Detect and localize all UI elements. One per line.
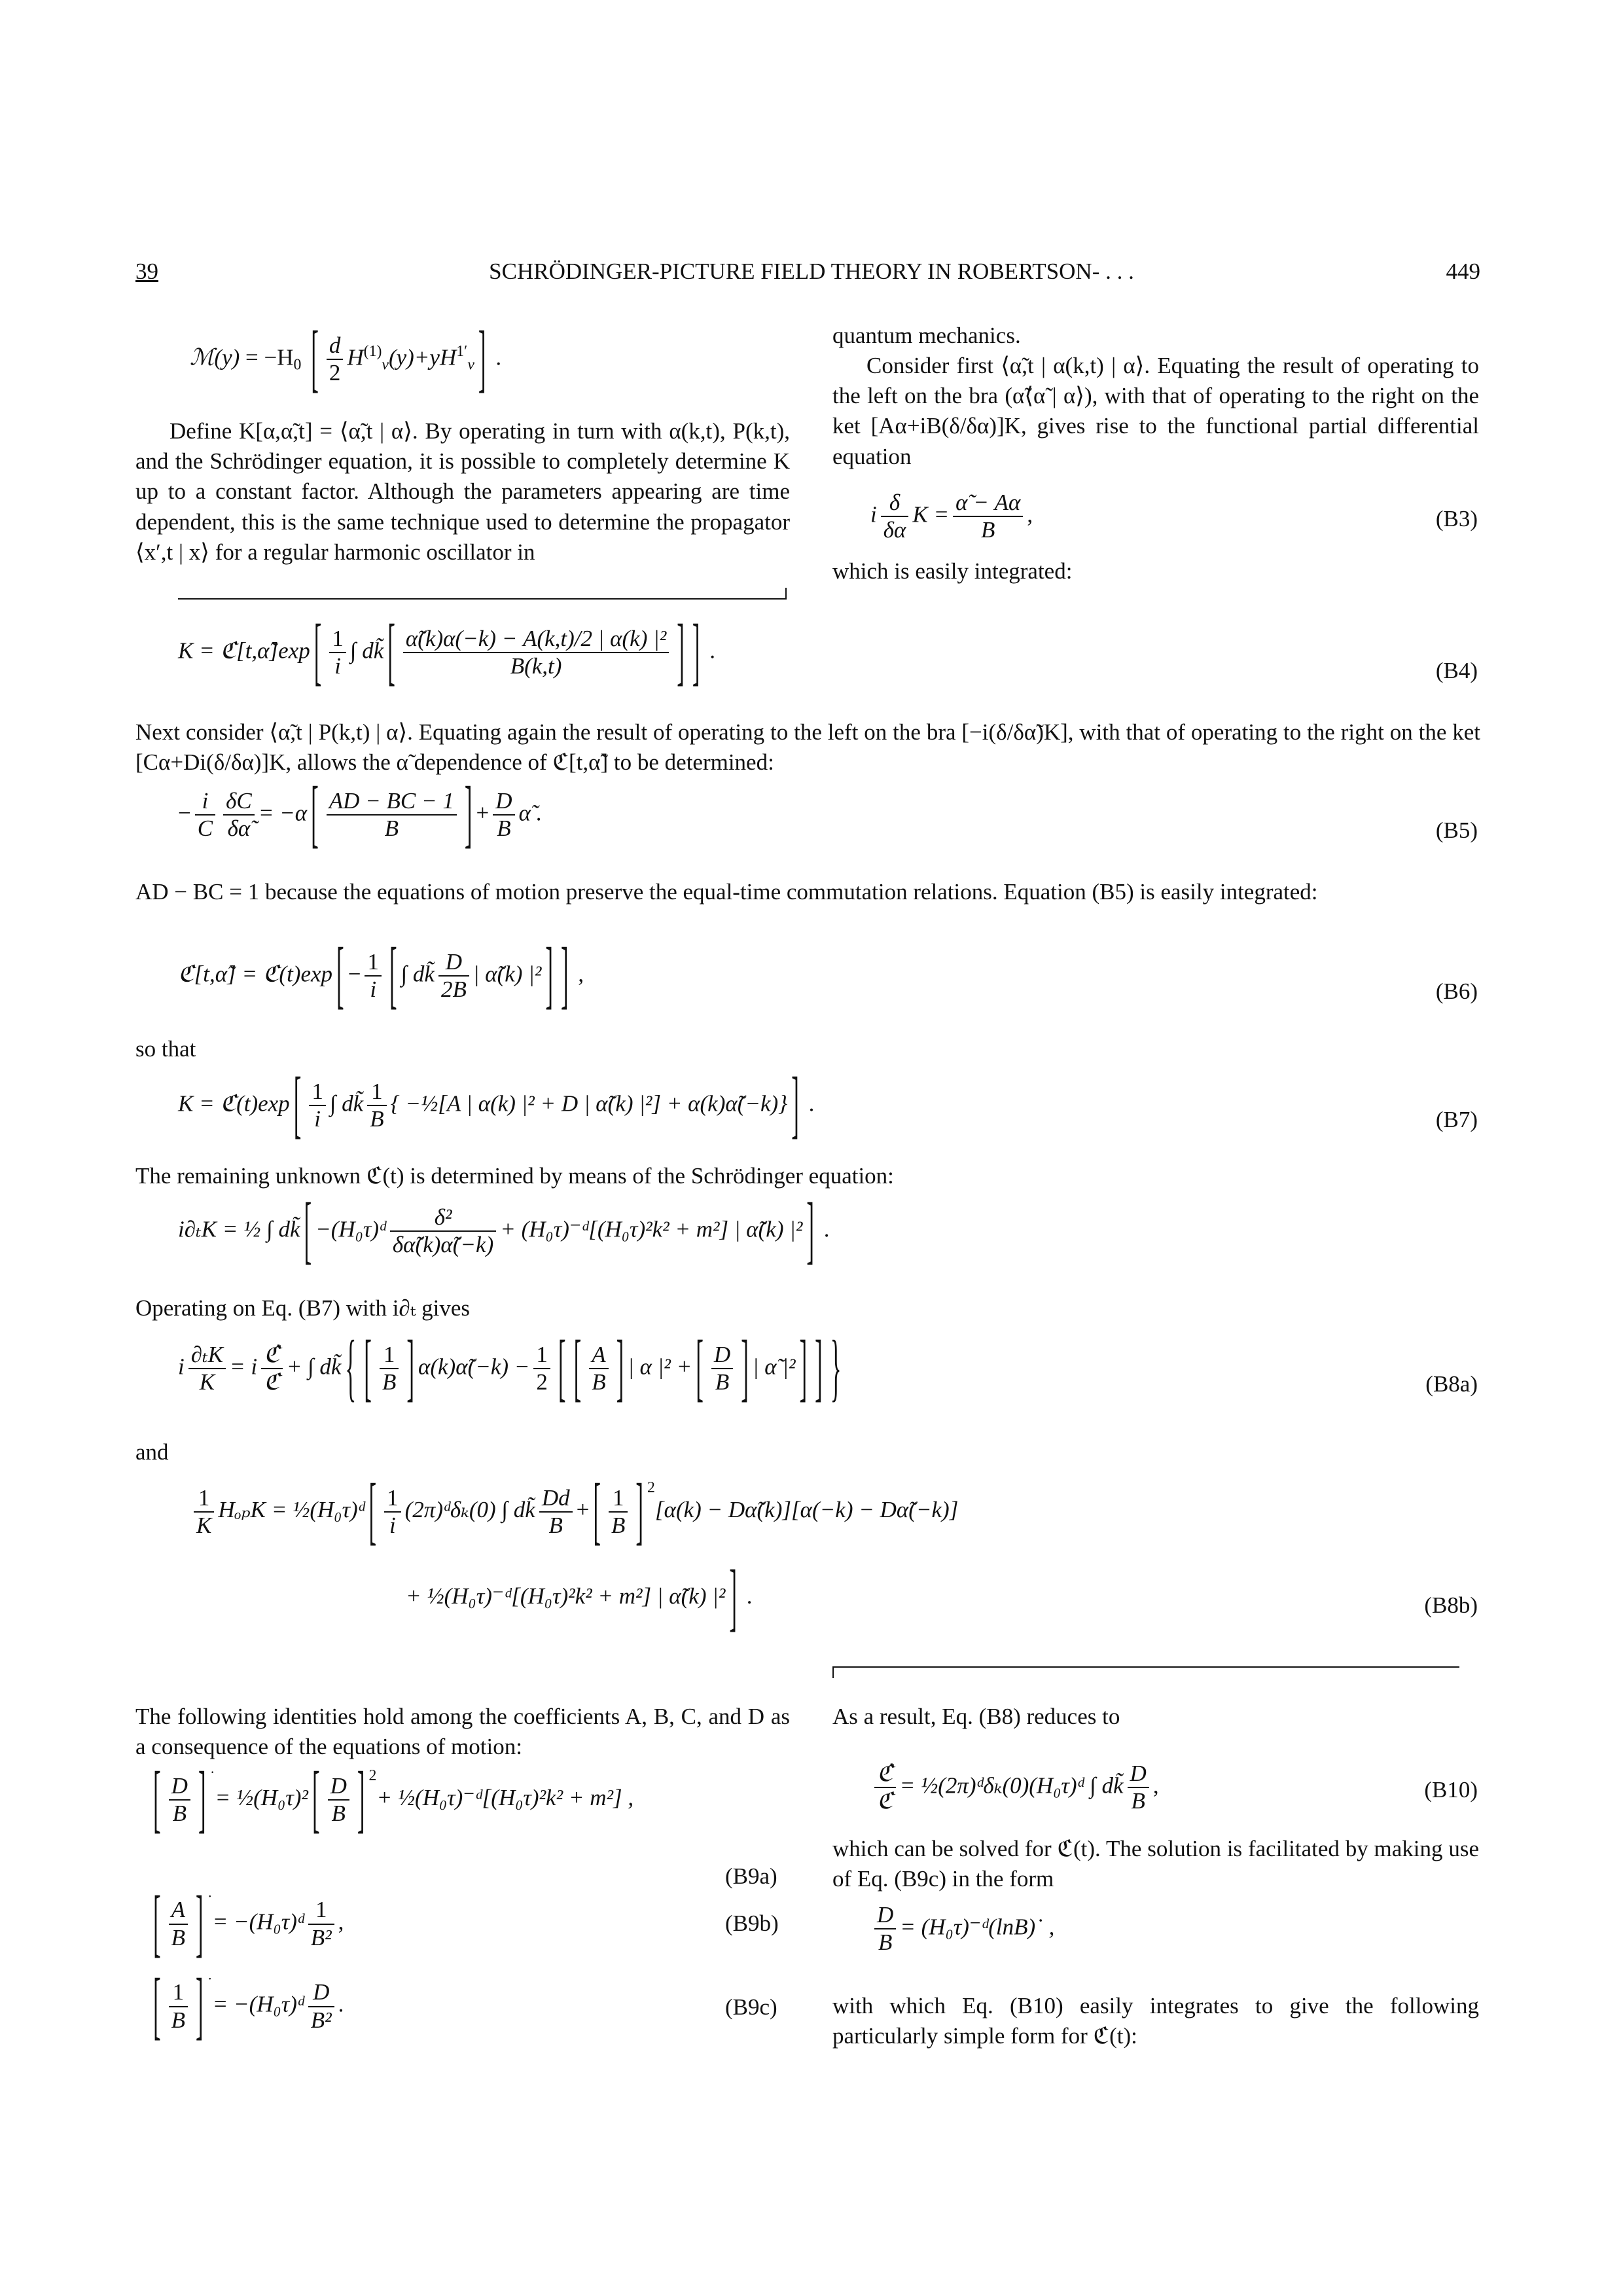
running-title: SCHRÖDINGER-PICTURE FIELD THEORY IN ROBERTSON- . . . [489,259,1134,284]
equation-B7: K = ℭ(t)exp [ $\frac{1}{i}$ ∫ dk̃ $\frac{1}{B}$ { −½[A | α(k) |² + D | α̃(k) |²] + α(k)α̃(−k)} ] . [178,1062,815,1147]
equation-B3: i $\frac{\delta}{\delta\alpha}$ K = $\frac{\alphã - A\alpha}{B}$ , [870,490,1033,543]
equation-B4: K = ℭ[t,α̃]exp [ $\frac{1}{i}$ ∫ dk̃ [ $\frac{\text{α̃(k)α(−k) − A(k,t)/2 | α(k) |²}}{B(k,t)}$ ] ] . [178,609,716,694]
equation-B6: ℭ[t,α̃] = ℭ(t)exp [ − $\frac{1}{i}$ [ ∫ dk̃ $\frac{D}{2B}$ | α̃(k) |² ] ] , [178,932,584,1017]
paragraph-remaining-unknown: The remaining unknown ℭ(t) is determined by means of the Schrödinger equation: [135,1163,894,1189]
equation-label-B8b: (B8b) [1424,1592,1478,1618]
paragraph-next-consider: Next consider ⟨α̃,t | P(k,t) | α⟩. Equating again the result of operating to the left on the bra [−i(δ/δα̃)K], with that of operating to the right on the ket [Cα+Di(δ/δα)]K, allows the α̃ dependence of ℭ[t,α̃] to be determined: [135,719,1480,776]
equation-label-B9c: (B9c) [725,1994,777,2020]
right-paragraph-solved-for: which can be solved for ℭ(t). The solution is facilitated by making use of Eq. (B9c) in the form [832,1836,1479,1892]
equation-schrodinger: i∂ₜK = ½ ∫ dk̃ [ −(H₀τ)ᵈ $\frac{\text{δ²}}{\delta\alphã(k)\alphã(-k)}$ + (H₀τ)⁻ᵈ[(H₀τ)²k² + m²] | α̃(k) |² ] . [178,1187,830,1272]
equation-B9a: [ $\frac{D}{B}$ ] ˙= ½(H₀τ)² [ $\frac{D}{B}$ ] $^2$+ ½(H₀τ)⁻ᵈ[(H₀τ)²k² + m²] , [153,1756,634,1841]
text-so-that: so that [135,1036,196,1062]
equation-label-B9b: (B9b) [725,1910,779,1936]
column-end-rule [178,598,787,600]
equation-label-B9a: (B9a) [725,1863,777,1889]
left-paragraph-identities: The following identities hold among the coefficients A, B, C, and D as a consequence of the equations of motion: [135,1704,790,1760]
equation-B5: − $\frac{i}{C}$ $\frac{\delta C}{\delta\alphã}$ = −α [ $\frac{AD - BC - 1}{B}$ ] + $\frac{D}{B}$ α̃ . [178,771,543,856]
paragraph-operating-on-B7: Operating on Eq. (B7) with i∂ₜ gives [135,1295,470,1321]
equation-B8b-line1: $\frac{1}{K}$ HₒₚK = ½(H₀τ)ᵈ [ $\frac{1}{i}$ (2π)ᵈδₖ(0) ∫ dk̃ $\frac{Dd}{B}$ + [ $\frac{1}{B}$ ] $^2$[α(k) − Dα̃(k)][α(−k) − Dα̃(−k)] [190,1478,958,1539]
equation-D-over-B: $\frac{D}{B}$ = (H₀τ)⁻ᵈ(lnB)˙ , [870,1902,1054,1956]
equation-M: ℳ(y) = $-H_0$ [ $\frac{d}{2}$ $H^{(1)}_\nu(y)+yH^{1'}_\nu$ ] . [190,315,502,401]
volume-number: 39 [135,259,158,284]
equation-B10: $\frac{\text{ℭ̇}}{\text{ℭ}}$ = ½(2π)ᵈδₖ(0)(H₀τ)ᵈ ∫ dk̃ $\frac{D}{B}$ , [870,1761,1159,1815]
equation-B9c: [ $\frac{1}{B}$ ] ˙= −(H₀τ)ᵈ $\frac{D}{\text{B²}}$ . [153,1963,344,2048]
equation-label-B10: (B10) [1424,1777,1478,1803]
page-number: 449 [1446,259,1480,284]
equation-B9b: [ $\frac{A}{B}$ ] ˙= −(H₀τ)ᵈ $\frac{1}{\text{B²}}$ , [153,1880,344,1965]
equation-label-B7: (B7) [1435,1107,1478,1132]
right-line-as-a-result: As a result, Eq. (B8) reduces to [832,1704,1120,1729]
right-line-easily-integrated: which is easily integrated: [832,558,1073,584]
left-paragraph-define-K: Define K[α,α̃,t] = ⟨α̃,t | α⟩. By operating in turn with α(k,t), P(k,t), and the Schrödinger equation, it is possible to completely determine K up to a constant factor. Although the parameters appearing are time dependent, this is the same technique used to determine the propagator ⟨x′,t | x⟩ for a regular harmonic oscillator in [135,418,790,565]
right-paragraph-consider-first: Consider first ⟨α̃,t | α(k,t) | α⟩. Equating the result of operating to the left on the bra (α̃⟨α̃ | α⟩), with that of operating to the right on the ket [Aα+iB(δ/δα)]K, gives rise to the functional partial differential equation [832,353,1479,469]
right-paragraph-with-which: with which Eq. (B10) easily integrates to give the following particularly simple form for ℭ(t): [832,1993,1479,2049]
equation-label-B8a: (B8a) [1425,1371,1478,1397]
equation-B8a: i $\frac{\text{∂ₜK}}{K}$ = i $\frac{\text{ℭ̇}}{\text{ℭ}}$ + ∫ dk̃ { [ $\frac{1}{B}$ ] α(k)α̃(−k) − $\frac{1}{2}$ [ [ $\frac{A}{B}$ ] | α |² + [ $\frac{D}{B}$ ] | α̃ |² ] ] } [178,1325,842,1410]
column-start-rule [832,1666,1459,1668]
text-and: and [135,1439,169,1465]
equation-label-B5: (B5) [1435,817,1478,843]
right-line-quantum-mechanics: quantum mechanics. [832,323,1021,348]
column-start-rule-tick [832,1666,834,1678]
equation-label-B6: (B6) [1435,978,1478,1004]
equation-B8b-line2: + ½(H₀τ)⁻ᵈ[(H₀τ)²k² + m²] | α̃(k) |² ] . [406,1554,753,1640]
paragraph-ad-bc: AD − BC = 1 because the equations of motion preserve the equal-time commutation relations. Equation (B5) is easily integrated: [135,879,1318,905]
equation-label-B4: (B4) [1435,658,1478,683]
equation-label-B3: (B3) [1435,506,1478,531]
column-end-rule-tick [785,588,787,600]
